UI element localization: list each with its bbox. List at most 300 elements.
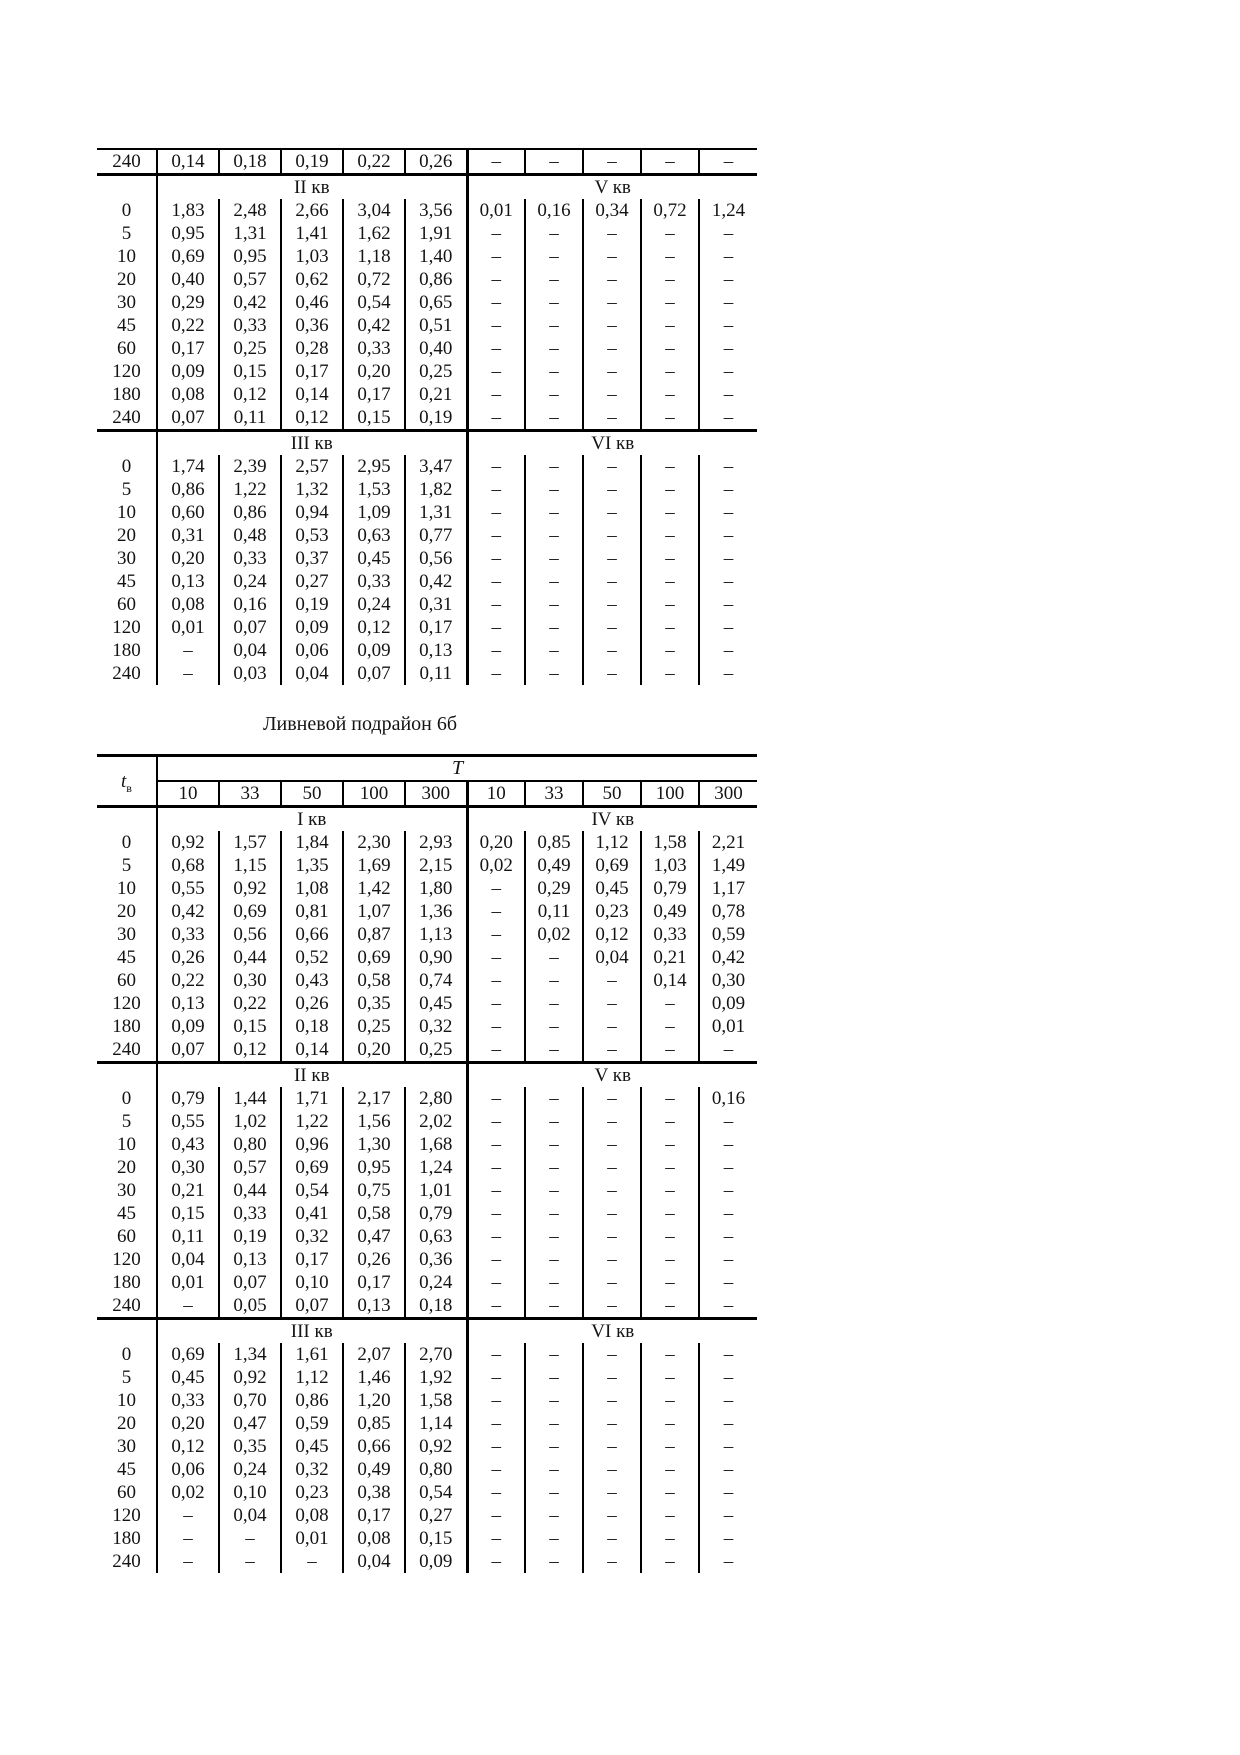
data-cell: 0,69 [157, 1343, 219, 1366]
data-cell: – [641, 406, 699, 431]
data-cell: 0,92 [405, 1435, 467, 1458]
table-row [97, 877, 757, 900]
data-cell: – [467, 1435, 525, 1458]
data-cell: 0,17 [281, 360, 343, 383]
data-cell: – [641, 501, 699, 524]
data-cell: – [525, 501, 583, 524]
data-cell: – [583, 1179, 641, 1202]
data-cell: – [641, 547, 699, 570]
data-cell: – [641, 455, 699, 478]
data-cell: 0,43 [157, 1133, 219, 1156]
data-cell: – [467, 1294, 525, 1319]
data-cell: – [525, 1271, 583, 1294]
data-cell: – [583, 639, 641, 662]
data-cell: 0,44 [219, 1179, 281, 1202]
data-cell: 0,54 [281, 1179, 343, 1202]
data-cell: 0,69 [343, 946, 405, 969]
data-cell: – [641, 992, 699, 1015]
data-cell: – [525, 1225, 583, 1248]
table-row [97, 1202, 757, 1225]
data-cell: 0,47 [219, 1412, 281, 1435]
data-cell: 0,36 [281, 314, 343, 337]
data-cell: – [525, 406, 583, 431]
data-cell: 0,66 [281, 923, 343, 946]
data-cell: 1,34 [219, 1343, 281, 1366]
data-cell: 0,08 [157, 383, 219, 406]
data-cell: 0,45 [281, 1435, 343, 1458]
data-cell: 0,45 [343, 547, 405, 570]
data-cell: 0,14 [641, 969, 699, 992]
data-cell: 1,30 [343, 1133, 405, 1156]
data-cell: 0,92 [219, 877, 281, 900]
data-cell: – [641, 1038, 699, 1063]
table-row [97, 383, 757, 406]
data-cell: 2,17 [343, 1087, 405, 1110]
data-cell: – [641, 1343, 699, 1366]
data-cell: 1,58 [641, 831, 699, 854]
t-value-cell: 0 [97, 455, 157, 478]
table-row [97, 1087, 757, 1110]
data-cell: – [467, 360, 525, 383]
data-cell: 0,01 [467, 199, 525, 222]
data-cell: 0,28 [281, 337, 343, 360]
data-cell: 0,17 [343, 1504, 405, 1527]
t-value-cell: 10 [97, 1389, 157, 1412]
t-value-cell: 10 [97, 501, 157, 524]
data-cell: – [157, 1294, 219, 1319]
t-value-cell: 180 [97, 1527, 157, 1550]
table-row [97, 1481, 757, 1504]
t-value-cell: 20 [97, 268, 157, 291]
data-cell: 0,59 [281, 1412, 343, 1435]
data-cell: 2,30 [343, 831, 405, 854]
data-cell: 0,12 [343, 616, 405, 639]
t-value-cell: 20 [97, 1412, 157, 1435]
data-cell: 0,14 [157, 149, 219, 175]
section-label-right: V кв [467, 175, 757, 200]
data-cell: 1,74 [157, 455, 219, 478]
data-cell: – [641, 314, 699, 337]
data-cell: 0,90 [405, 946, 467, 969]
data-cell: 1,32 [281, 478, 343, 501]
data-cell: 2,93 [405, 831, 467, 854]
data-cell: – [641, 1271, 699, 1294]
t-column-spacer-cell [97, 1063, 157, 1088]
data-cell: 1,53 [343, 478, 405, 501]
data-cell: 0,29 [525, 877, 583, 900]
data-cell: 0,03 [219, 662, 281, 685]
data-cell: 0,06 [157, 1458, 219, 1481]
data-cell: – [699, 1389, 757, 1412]
data-cell: 1,31 [219, 222, 281, 245]
data-cell: 1,36 [405, 900, 467, 923]
t-value-cell: 240 [97, 149, 157, 175]
data-cell: 1,44 [219, 1087, 281, 1110]
data-cell: – [699, 383, 757, 406]
data-cell: 1,03 [281, 245, 343, 268]
data-cell: 1,13 [405, 923, 467, 946]
data-cell: 2,15 [405, 854, 467, 877]
section-header-row [97, 807, 757, 832]
data-cell: – [525, 1110, 583, 1133]
data-cell: 0,21 [405, 383, 467, 406]
data-cell: 0,80 [405, 1458, 467, 1481]
data-cell: 0,33 [343, 337, 405, 360]
column-header-cell: 50 [281, 781, 343, 807]
t-value-cell: 240 [97, 662, 157, 685]
data-cell: – [525, 547, 583, 570]
data-cell: 0,05 [219, 1294, 281, 1319]
data-cell: – [699, 406, 757, 431]
data-cell: 0,12 [583, 923, 641, 946]
data-cell: 0,48 [219, 524, 281, 547]
data-cell: – [699, 1550, 757, 1573]
t-value-cell: 30 [97, 1179, 157, 1202]
data-cell: – [525, 222, 583, 245]
data-cell: 0,15 [157, 1202, 219, 1225]
t-value-cell: 45 [97, 946, 157, 969]
data-cell: 0,72 [641, 199, 699, 222]
data-cell: 2,57 [281, 455, 343, 478]
data-cell: 0,95 [343, 1156, 405, 1179]
data-cell: – [641, 360, 699, 383]
t-value-cell: 45 [97, 1202, 157, 1225]
data-cell: – [525, 1550, 583, 1573]
t-value-cell: 30 [97, 923, 157, 946]
t-value-cell: 240 [97, 1294, 157, 1319]
data-cell: 1,14 [405, 1412, 467, 1435]
T-symbol: T [451, 757, 464, 779]
data-cell: 2,39 [219, 455, 281, 478]
data-cell: 0,07 [219, 616, 281, 639]
data-cell: 0,01 [157, 616, 219, 639]
t-value-cell: 0 [97, 1087, 157, 1110]
t-value-cell: 30 [97, 291, 157, 314]
data-cell: 0,43 [281, 969, 343, 992]
data-cell: – [467, 1550, 525, 1573]
data-cell: – [699, 337, 757, 360]
data-cell: 1,46 [343, 1366, 405, 1389]
t-value-cell: 5 [97, 854, 157, 877]
t-value-cell: 60 [97, 337, 157, 360]
data-cell: 1,09 [343, 501, 405, 524]
data-cell: 0,18 [219, 149, 281, 175]
data-cell: 1,02 [219, 1110, 281, 1133]
data-cell: – [583, 1389, 641, 1412]
data-cell: – [525, 314, 583, 337]
section-label-left: II кв [157, 1063, 467, 1088]
data-cell: – [525, 946, 583, 969]
data-cell: – [699, 1458, 757, 1481]
data-cell: 0,33 [219, 314, 281, 337]
data-cell: 1,80 [405, 877, 467, 900]
data-cell: 0,33 [219, 1202, 281, 1225]
section-label-left: II кв [157, 175, 467, 200]
table-row [97, 616, 757, 639]
section-header-row [97, 175, 757, 200]
data-cell: 0,42 [405, 570, 467, 593]
data-cell: 0,86 [405, 268, 467, 291]
data-cell: – [467, 662, 525, 685]
data-cell: – [583, 1550, 641, 1573]
data-cell: 0,31 [157, 524, 219, 547]
data-cell: 0,07 [343, 662, 405, 685]
data-cell: – [525, 268, 583, 291]
column-header-cell: 300 [405, 781, 467, 807]
column-header-cell: 10 [157, 781, 219, 807]
data-cell: 0,07 [219, 1271, 281, 1294]
data-cell: 0,42 [343, 314, 405, 337]
data-cell: – [583, 1156, 641, 1179]
table-row [97, 1412, 757, 1435]
column-header-cell: 10 [467, 781, 525, 807]
data-cell: – [467, 1527, 525, 1550]
data-cell: – [641, 1202, 699, 1225]
data-cell: 0,09 [157, 1015, 219, 1038]
data-cell: – [525, 616, 583, 639]
t-value-cell: 5 [97, 1110, 157, 1133]
data-cell: – [467, 547, 525, 570]
data-cell: 3,04 [343, 199, 405, 222]
data-cell: 0,79 [405, 1202, 467, 1225]
data-cell: 0,92 [157, 831, 219, 854]
data-cell: 0,27 [405, 1504, 467, 1527]
table-row [97, 992, 757, 1015]
data-cell: 0,12 [281, 406, 343, 431]
data-cell: 0,14 [281, 1038, 343, 1063]
data-cell: – [699, 268, 757, 291]
data-cell: 0,18 [281, 1015, 343, 1038]
data-cell: – [641, 291, 699, 314]
data-cell: – [641, 524, 699, 547]
data-cell: – [467, 1343, 525, 1366]
data-cell: 0,06 [281, 639, 343, 662]
t-value-cell: 180 [97, 1271, 157, 1294]
data-cell: 0,45 [157, 1366, 219, 1389]
data-cell: 0,49 [641, 900, 699, 923]
carryover-row [97, 149, 757, 175]
data-cell: – [525, 1481, 583, 1504]
column-header-cell: 100 [343, 781, 405, 807]
t-value-cell: 10 [97, 877, 157, 900]
data-cell: 0,86 [157, 478, 219, 501]
data-cell: – [525, 1343, 583, 1366]
data-cell: 0,32 [281, 1225, 343, 1248]
data-cell: – [467, 1087, 525, 1110]
data-cell: 0,02 [157, 1481, 219, 1504]
data-cell: – [583, 360, 641, 383]
data-cell: – [641, 1550, 699, 1573]
data-cell: 0,24 [405, 1271, 467, 1294]
data-cell: – [699, 524, 757, 547]
data-cell: – [583, 1527, 641, 1550]
data-cell: – [525, 245, 583, 268]
table-row [97, 1366, 757, 1389]
t-value-cell: 30 [97, 547, 157, 570]
data-cell: – [641, 1527, 699, 1550]
data-cell: 3,56 [405, 199, 467, 222]
data-cell: – [583, 1271, 641, 1294]
data-cell: – [699, 245, 757, 268]
data-cell: 0,57 [219, 268, 281, 291]
data-cell: 1,82 [405, 478, 467, 501]
data-cell: – [699, 1343, 757, 1366]
data-cell: – [525, 1435, 583, 1458]
data-cell: – [525, 969, 583, 992]
table-row [97, 268, 757, 291]
data-cell: 0,12 [219, 1038, 281, 1063]
data-cell: – [641, 1225, 699, 1248]
data-cell: 1,03 [641, 854, 699, 877]
section-label-right: IV кв [467, 807, 757, 832]
data-cell: – [699, 1202, 757, 1225]
data-cell: 1,42 [343, 877, 405, 900]
t-value-cell: 60 [97, 1481, 157, 1504]
return-period-header-cell [157, 756, 757, 782]
data-cell: – [467, 222, 525, 245]
data-cell: 0,51 [405, 314, 467, 337]
data-cell: 0,16 [525, 199, 583, 222]
data-cell: 0,07 [157, 406, 219, 431]
data-cell: – [467, 455, 525, 478]
data-cell: – [467, 1271, 525, 1294]
t-value-cell: 45 [97, 570, 157, 593]
data-cell: 0,08 [343, 1527, 405, 1550]
data-cell: – [467, 478, 525, 501]
data-cell: 0,17 [343, 1271, 405, 1294]
data-cell: 0,92 [219, 1366, 281, 1389]
data-cell: 0,79 [641, 877, 699, 900]
data-cell: – [583, 969, 641, 992]
data-cell: 0,63 [343, 524, 405, 547]
data-cell: – [467, 268, 525, 291]
data-cell: – [641, 1504, 699, 1527]
data-cell: – [467, 1202, 525, 1225]
data-cell: – [525, 1458, 583, 1481]
data-cell: 0,55 [157, 877, 219, 900]
data-cell: 0,42 [699, 946, 757, 969]
data-cell: – [467, 1133, 525, 1156]
section-label-left: III кв [157, 1319, 467, 1344]
data-cell: – [583, 149, 641, 175]
data-cell: 0,20 [343, 360, 405, 383]
data-cell: – [467, 570, 525, 593]
data-cell: – [699, 639, 757, 662]
data-cell: – [699, 1527, 757, 1550]
t-value-cell: 0 [97, 1343, 157, 1366]
data-cell: 0,04 [219, 639, 281, 662]
t-value-cell: 20 [97, 1156, 157, 1179]
t-duration-symbol-cell [97, 756, 157, 807]
data-cell: 1,24 [699, 199, 757, 222]
data-cell: 2,95 [343, 455, 405, 478]
data-cell: – [583, 1343, 641, 1366]
data-cell: 2,80 [405, 1087, 467, 1110]
data-cell: – [583, 992, 641, 1015]
t-column-spacer-cell [97, 1319, 157, 1344]
data-cell: 1,83 [157, 199, 219, 222]
data-cell: – [699, 547, 757, 570]
table-row [97, 1133, 757, 1156]
data-cell: 0,78 [699, 900, 757, 923]
data-cell: 0,55 [157, 1110, 219, 1133]
data-cell: – [699, 570, 757, 593]
data-cell: 0,32 [281, 1458, 343, 1481]
data-cell: 0,26 [405, 149, 467, 175]
data-cell: 0,49 [525, 854, 583, 877]
data-cell: – [583, 1110, 641, 1133]
data-cell: – [699, 291, 757, 314]
data-cell: – [467, 291, 525, 314]
data-cell: – [641, 222, 699, 245]
data-cell: – [467, 337, 525, 360]
data-cell: – [699, 1156, 757, 1179]
t-value-cell: 5 [97, 1366, 157, 1389]
table-row [97, 1458, 757, 1481]
data-cell: 1,01 [405, 1179, 467, 1202]
table-row [97, 923, 757, 946]
data-cell: – [525, 662, 583, 685]
data-cell: 0,20 [343, 1038, 405, 1063]
table-row [97, 1389, 757, 1412]
data-cell: 0,45 [583, 877, 641, 900]
data-cell: 2,66 [281, 199, 343, 222]
data-cell: 0,75 [343, 1179, 405, 1202]
data-cell: 0,86 [219, 501, 281, 524]
table-row [97, 1271, 757, 1294]
t-value-cell: 120 [97, 360, 157, 383]
data-cell: – [583, 524, 641, 547]
data-cell: – [467, 1504, 525, 1527]
data-cell: – [641, 1458, 699, 1481]
data-cell: – [641, 639, 699, 662]
data-cell: – [525, 291, 583, 314]
data-cell: 0,68 [157, 854, 219, 877]
data-cell: 0,81 [281, 900, 343, 923]
data-cell: 0,30 [219, 969, 281, 992]
data-cell: 0,04 [157, 1248, 219, 1271]
t-value-cell: 5 [97, 478, 157, 501]
data-cell: – [641, 1412, 699, 1435]
data-cell: 0,09 [281, 616, 343, 639]
data-cell: – [525, 1248, 583, 1271]
rain-table-subdistrict-6b [97, 754, 757, 1573]
data-cell: 0,52 [281, 946, 343, 969]
data-cell: 0,69 [583, 854, 641, 877]
data-cell: 0,22 [157, 969, 219, 992]
data-cell: – [583, 222, 641, 245]
data-cell: – [641, 593, 699, 616]
data-cell: 0,33 [641, 923, 699, 946]
data-cell: 0,77 [405, 524, 467, 547]
data-cell: – [583, 1458, 641, 1481]
data-cell: 0,37 [281, 547, 343, 570]
data-cell: 0,23 [583, 900, 641, 923]
data-cell: – [583, 268, 641, 291]
data-cell: – [467, 314, 525, 337]
data-cell: – [641, 1248, 699, 1271]
data-cell: – [699, 1179, 757, 1202]
column-header-row [97, 781, 757, 807]
data-cell: – [583, 593, 641, 616]
data-cell: 0,17 [157, 337, 219, 360]
data-cell: – [699, 1366, 757, 1389]
t-value-cell: 60 [97, 969, 157, 992]
data-cell: 0,41 [281, 1202, 343, 1225]
data-cell: 0,22 [157, 314, 219, 337]
data-cell: 0,31 [405, 593, 467, 616]
data-cell: – [641, 245, 699, 268]
